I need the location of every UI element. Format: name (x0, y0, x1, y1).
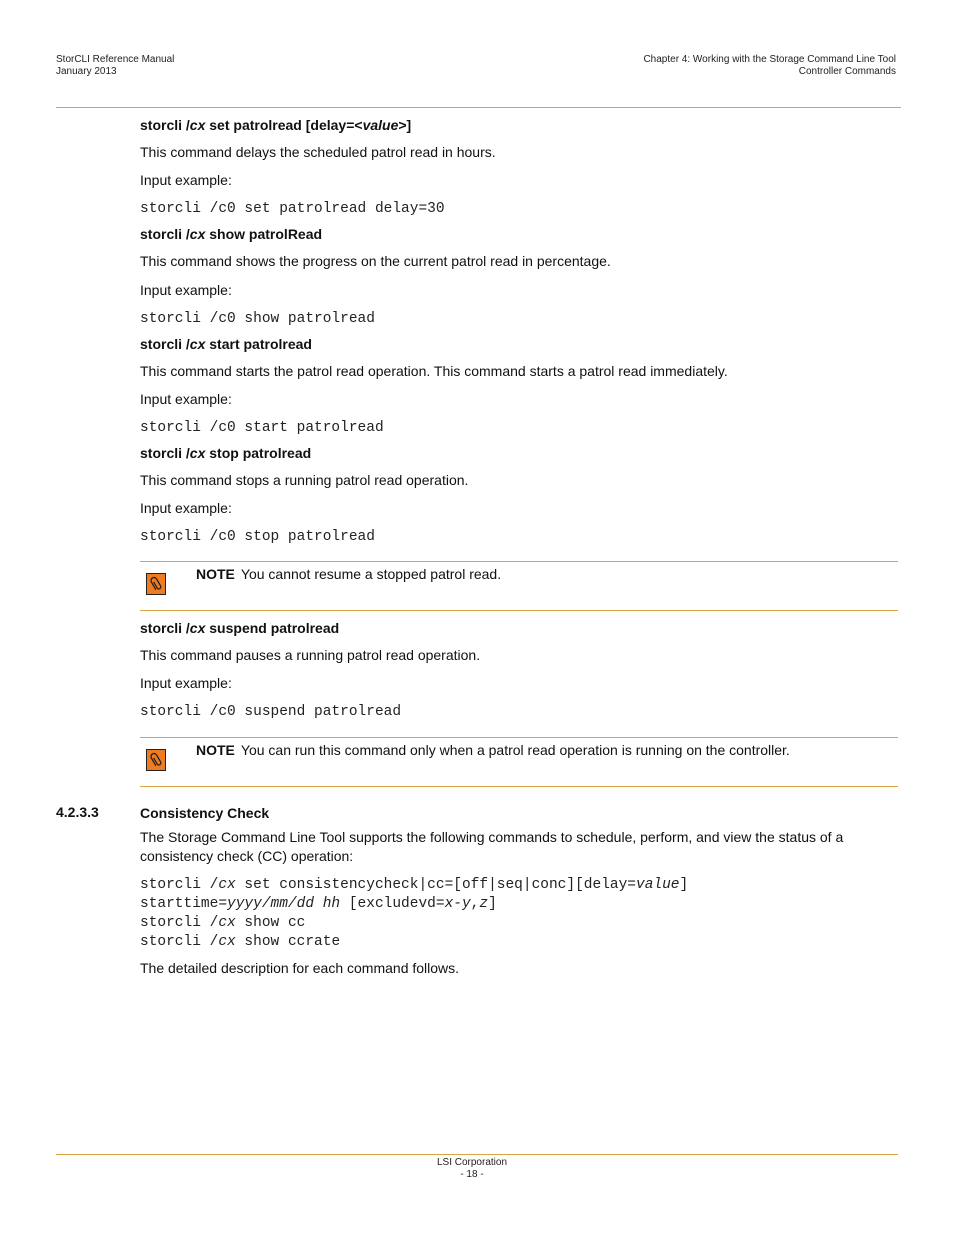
note-box (140, 561, 898, 611)
note-content (196, 565, 501, 584)
footer-company: LSI Corporation (436, 1157, 508, 1168)
command-description: This command shows the progress on the current patrol read in percentage. (140, 253, 611, 269)
chapter-title: Chapter 4: Working with the Storage Command Line Tool (643, 54, 896, 65)
code-example: storcli /c0 start patrolread (140, 420, 384, 436)
closing-text: The detailed description for each command follows. (140, 960, 460, 976)
code-example: storcli /c0 suspend patrolread (140, 704, 402, 720)
note-message: You cannot resume a stopped patrol read. (240, 566, 502, 582)
command-description: This command delays the scheduled patrol read in hours. (140, 144, 496, 160)
section-suspend (140, 619, 900, 637)
section-delay (140, 116, 900, 134)
manual-title: StorCLI Reference Manual (56, 54, 175, 65)
input-label: Input example: (140, 500, 232, 516)
manual-date: January 2013 (56, 66, 117, 77)
running-header-right (643, 54, 896, 78)
command-description: This command stops a running patrol read operation. (140, 472, 469, 488)
consistency-code-block (140, 876, 900, 952)
section-show (140, 225, 900, 243)
footer (0, 1157, 944, 1181)
command-title: storcli /cx show patrolRead (140, 226, 323, 242)
paperclip-note-icon (146, 749, 166, 771)
page-number: - 18 - (460, 1169, 484, 1180)
note-content (196, 741, 790, 760)
code-example: storcli /c0 show patrolread (140, 311, 375, 327)
code-line: starttime=yyyy/mm/dd hh [excludevd=x-y,z] (140, 896, 497, 912)
code-line: storcli /cx show cc (140, 915, 306, 931)
code-line: storcli /cx set consistencycheck|cc=[off|seq|conc][delay=value] (140, 877, 689, 893)
command-title: storcli /cx stop patrolread (140, 445, 312, 461)
intro-line-2: consistency check (CC) operation: (140, 848, 354, 864)
input-label: Input example: (140, 391, 232, 407)
section-stop (140, 444, 900, 462)
intro-line-1: The Storage Command Line Tool supports the following commands to schedule, perform, and view the status of a (140, 829, 844, 845)
code-example: storcli /c0 stop patrolread (140, 529, 375, 545)
command-title: storcli /cx suspend patrolread (140, 620, 340, 636)
command-description: This command pauses a running patrol read operation. (140, 647, 481, 663)
header-rule (56, 107, 901, 108)
input-label: Input example: (140, 675, 232, 691)
running-header-left (56, 54, 174, 78)
paperclip-note-icon (146, 573, 166, 595)
code-line: storcli /cx show ccrate (140, 934, 341, 950)
command-title: storcli /cx set patrolread [delay=<value>] (140, 117, 412, 133)
note-box (140, 737, 898, 787)
code-example: storcli /c0 set patrolread delay=30 (140, 201, 445, 217)
note-label: NOTE (196, 742, 235, 758)
section-start (140, 335, 900, 353)
note-label: NOTE (196, 566, 235, 582)
section-title: Controller Commands (798, 66, 896, 77)
note-message: You can run this command only when a patrol read operation is running on the controller. (240, 742, 790, 758)
input-label: Input example: (140, 172, 232, 188)
section-number: 4.2.3.3 (56, 804, 99, 820)
footer-rule (56, 1154, 898, 1155)
section-heading: Consistency Check (140, 805, 270, 821)
input-label: Input example: (140, 282, 232, 298)
command-description: This command starts the patrol read operation. This command starts a patrol read immediately. (140, 363, 728, 379)
command-title: storcli /cx start patrolread (140, 336, 312, 352)
